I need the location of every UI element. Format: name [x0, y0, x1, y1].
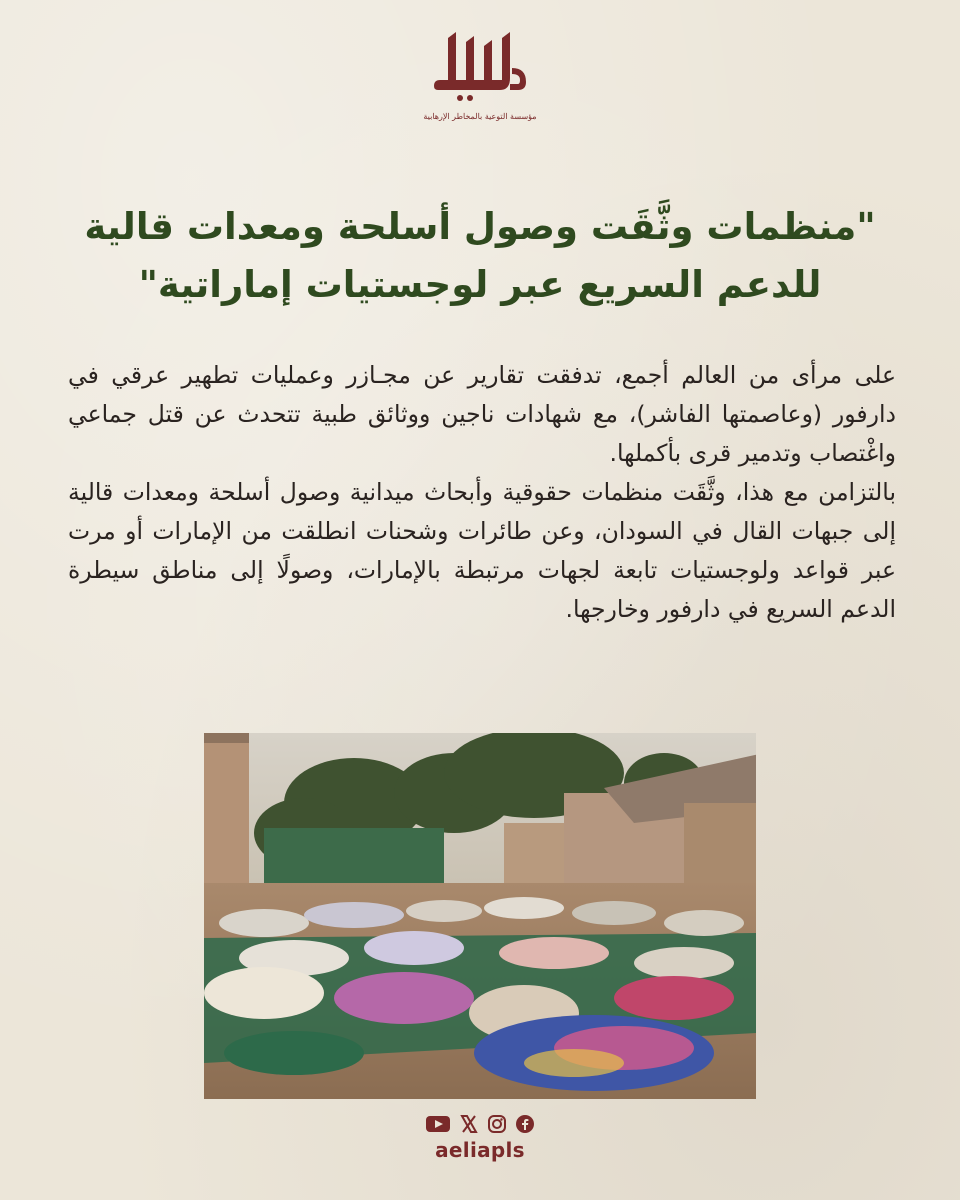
brand-tagline: مؤسسة التوعية بالمخاطر الإرهابية: [423, 112, 537, 121]
article-paragraph-2: بالتزامن مع هذا، وثَّقَت منظمات حقوقية وأبحاث ميدانية وصول أسلحة ومعدات قالية إلى جبهات القال في السودان، وعن طائرات وشحنات انطلقت من الإمارات أو مرت عبر قواعد ولوجستيات تابعة لجهات مرتبطة بالإمارات، وصولًا إلى مناطق سيطرة الدعم السريع في دارفور وخارجها.: [68, 478, 896, 623]
headline-line-2: للدعم السريع عبر لوجستيات إماراتية": [138, 263, 822, 306]
news-photo-illustration: [204, 733, 756, 1099]
headline: [60, 198, 900, 314]
news-photo: [204, 733, 756, 1099]
brand-logo-mark: [430, 28, 530, 108]
instagram-icon[interactable]: [487, 1114, 507, 1134]
youtube-icon[interactable]: [425, 1114, 451, 1134]
x-icon[interactable]: [459, 1114, 479, 1134]
headline-line-1: "منظمات وثَّقَت وصول أسلحة ومعدات قالية: [84, 205, 876, 248]
article-paragraph-1: على مرأى من العالم أجمع، تدفقت تقارير عن مجـازر وعمليات تطهير عرقي في دارفور (وعاصمتها الفاشر)، مع شهادات ناجين ووثائق طبية تتحدث عن قتل جماعي واغْتصاب وتدمير قرى بأكملها.: [68, 361, 896, 467]
article-body: [68, 356, 896, 629]
brand-logo: [400, 28, 560, 140]
social-footer: [380, 1112, 580, 1172]
social-handle[interactable]: aeliapls: [435, 1138, 525, 1162]
social-icons: [380, 1112, 580, 1136]
facebook-icon[interactable]: [515, 1114, 535, 1134]
